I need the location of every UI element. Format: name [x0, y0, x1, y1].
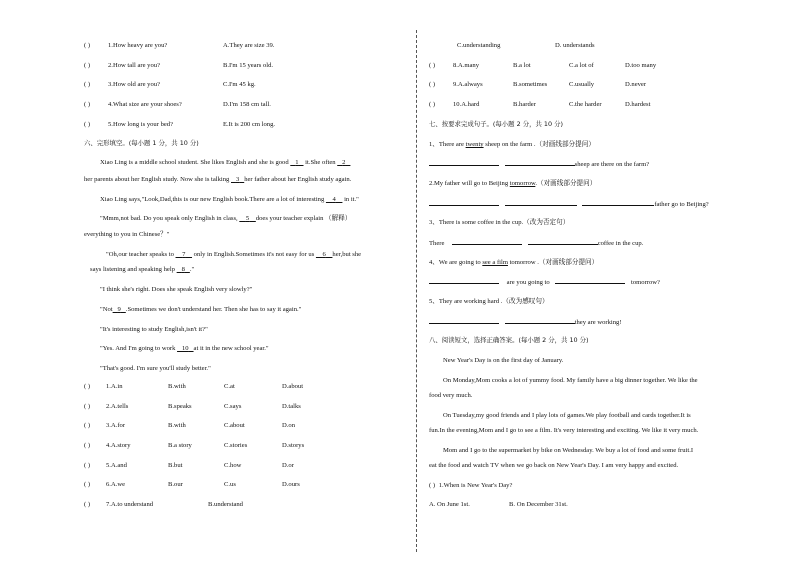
rewrite-q4: 4、We are going to see a film tomorrow .（对画线部分提问）: [429, 259, 599, 266]
option-a: 3.A.for: [106, 422, 126, 429]
cloze-line-1: Xiao Ling is a middle school student. She likes English and she is good 1 it.She often 2: [100, 158, 350, 167]
option-c: C.us: [224, 481, 236, 488]
answer-blank[interactable]: [429, 277, 499, 284]
option-c: C.how: [224, 462, 242, 469]
rewrite-q3: 3、There is some coffee in the cup.（改为否定句）: [429, 219, 570, 226]
cloze-line-2: her parents about her English study. Now she is talking 3 her father about her English study again.: [84, 176, 352, 183]
option-c: C.the harder: [569, 101, 602, 108]
answer-blank[interactable]: [505, 317, 575, 324]
answer-paren[interactable]: ( ): [84, 121, 91, 128]
option-a: 8.A.many: [453, 62, 480, 69]
cloze-line-10: "It's interesting to study English,isn't it?": [100, 326, 208, 333]
rewrite-a2: father go to Beijing?: [429, 199, 709, 209]
rewrite-q5: 5、They are working hard .（改为感叹句）: [429, 298, 549, 305]
cloze-line-8: "I think she's right. Does she speak English very slowly?": [100, 286, 253, 293]
option-c: C.a lot of: [569, 62, 594, 69]
matching-question: 4.What size are your shoes?: [108, 101, 182, 108]
answer-paren[interactable]: ( ): [429, 101, 436, 108]
rewrite-a4: are you going to tomorrow?: [429, 277, 660, 287]
answer-paren[interactable]: ( ): [84, 442, 91, 449]
section6-title: 六、完形填空。(每小题 1 分，共 10 分): [84, 139, 199, 147]
option-7c: C.understanding: [457, 42, 501, 49]
answer-blank[interactable]: [582, 199, 654, 206]
option-b: B.a story: [168, 442, 192, 449]
blank-1: 1: [295, 159, 299, 166]
reading-line-1: New Year's Day is on the first day of January.: [443, 357, 564, 364]
section8-title: 八、阅读短文，选择正确答案。(每小题 2 分，共 10 分): [429, 336, 589, 344]
answer-paren[interactable]: ( ): [84, 62, 91, 69]
matching-question: 1.How heavy are you?: [108, 42, 168, 49]
option-a: 5.A.and: [106, 462, 127, 469]
blank-5: 5: [245, 215, 250, 222]
blank-3: 3: [235, 176, 240, 183]
answer-paren[interactable]: ( ): [429, 81, 436, 88]
option-b: B.harder: [513, 101, 536, 108]
option-a: 2.A.tells: [106, 403, 129, 410]
rewrite-q1: 1、There are twenty sheep on the farm .（对画线部分提问）: [429, 141, 595, 148]
answer-blank[interactable]: [505, 199, 577, 206]
option-d: D.talks: [282, 403, 301, 410]
option-b: B.a lot: [513, 62, 531, 69]
answer-blank[interactable]: [429, 317, 499, 324]
option-d: D.hardest: [625, 101, 651, 108]
cloze-line-12: "That's good. I'm sure you'll study better.": [100, 365, 211, 372]
reading-question-1: ( ) 1.When is New Year's Day?: [429, 482, 513, 489]
cloze-line-4: "Mmm,not bad. Do you speak only English in class, 5 does your teacher explain （解释）: [100, 215, 352, 222]
option-a: 4.A.story: [106, 442, 131, 449]
option-c: C.about: [224, 422, 245, 429]
option-d: D.storys: [282, 442, 305, 449]
answer-paren[interactable]: ( ): [84, 462, 91, 469]
option-b: B.with: [168, 422, 186, 429]
matching-answer: C.I'm 45 kg.: [223, 81, 256, 88]
answer-paren[interactable]: ( ): [84, 403, 91, 410]
cloze-line-5: everything to you in Chinese？": [84, 231, 170, 238]
option-b: B.sometimes: [513, 81, 548, 88]
answer-paren[interactable]: ( ): [84, 81, 91, 88]
answer-paren[interactable]: ( ): [429, 482, 436, 489]
matching-answer: D.I'm 158 cm tall.: [223, 101, 271, 108]
cloze-line-3: Xiao Ling says,"Look,Dad,this is our new English book.There are a lot of interesting 4 in it.": [100, 196, 359, 203]
answer-blank[interactable]: [429, 159, 499, 166]
matching-question: 5.How long is your bed?: [108, 121, 174, 128]
option-d: D.too many: [625, 62, 657, 69]
option-b: B.our: [168, 481, 183, 488]
reading-option-a[interactable]: A. On June 1st.: [429, 501, 470, 508]
matching-answer: E.It is 200 cm long.: [223, 121, 276, 128]
option-7d: D. understands: [555, 42, 595, 49]
reading-option-b[interactable]: B. On December 31st.: [509, 501, 568, 508]
option-a: 6.A.we: [106, 481, 126, 488]
answer-paren[interactable]: ( ): [84, 422, 91, 429]
blank-10: 10: [182, 345, 189, 352]
matching-question: 3.How old are you?: [108, 81, 161, 88]
option-d: D.on: [282, 422, 296, 429]
column-divider: [416, 30, 417, 552]
answer-paren[interactable]: ( ): [84, 101, 91, 108]
option-c: C.stories: [224, 442, 248, 449]
option-d: D.or: [282, 462, 294, 469]
option-b: B.speaks: [168, 403, 192, 410]
option-a: 9.A.always: [453, 81, 483, 88]
option-b: B.understand: [208, 501, 243, 508]
blank-8: 8: [181, 266, 185, 273]
reading-line-4: On Tuesday,my good friends and I play lots of games.We play football and cards together.It is: [443, 412, 691, 419]
cloze-line-9: "Not 9 .Sometimes we don't understand her. Then she has to say it again.": [100, 306, 302, 313]
blank-6: 6: [322, 251, 326, 258]
rewrite-q2: 2.My father will go to Beijing tomorrow.（对画线部分提问）: [429, 180, 597, 187]
matching-answer: A.They are size 39.: [223, 42, 275, 49]
reading-line-3: food very much.: [429, 392, 473, 399]
answer-paren[interactable]: ( ): [84, 42, 91, 49]
cloze-line-7: says listening and speaking help 8 .": [90, 266, 195, 273]
rewrite-a1: sheep are there on the farm?: [429, 159, 649, 169]
blank-9: 9: [117, 306, 121, 313]
option-a: 1.A.in: [106, 383, 123, 390]
rewrite-a3: There coffee in the cup.: [429, 240, 644, 247]
answer-blank[interactable]: [555, 277, 625, 284]
option-a: 10.A.hard: [453, 101, 480, 108]
option-b: B.with: [168, 383, 186, 390]
blank-2: 2: [342, 159, 346, 166]
reading-line-2: On Monday,Mom cooks a lot of yummy food. My family have a big dinner together. We like the: [443, 377, 698, 384]
rewrite-a5: they are working!: [429, 317, 622, 327]
answer-blank[interactable]: [528, 238, 598, 245]
cloze-line-11: "Yes. And I'm going to work 10 at it in the new school year.": [100, 345, 269, 352]
answer-paren[interactable]: ( ): [84, 383, 91, 390]
reading-line-5: fun.In the evening,Mom and I go to see a film. It's very interesting and exciting. We like it very much.: [429, 427, 699, 434]
blank-7: 7: [182, 251, 186, 258]
reading-line-6: Mom and I go to the supermarket by bike on Wednesday. We buy a lot of food and some fruit.I: [443, 447, 694, 454]
option-c: C.says: [224, 403, 242, 410]
section7-title: 七、按要求完成句子。(每小题 2 分，共 10 分): [429, 120, 563, 128]
option-c: C.at: [224, 383, 235, 390]
answer-paren[interactable]: ( ): [429, 62, 436, 69]
answer-blank[interactable]: [452, 238, 522, 245]
answer-paren[interactable]: ( ): [84, 501, 91, 508]
blank-4: 4: [332, 196, 336, 203]
option-d: D.about: [282, 383, 304, 390]
option-d: D.ours: [282, 481, 300, 488]
answer-paren[interactable]: ( ): [84, 481, 91, 488]
option-c: C.usually: [569, 81, 595, 88]
cloze-line-6: "Oh,our teacher speaks to 7 only in English.Sometimes it's not easy for us 6 her,but she: [106, 251, 362, 258]
option-b: B.but: [168, 462, 183, 469]
matching-question: 2.How tall are you?: [108, 62, 160, 69]
option-a: 7.A.to understand: [106, 501, 154, 508]
reading-line-7: eat the food and watch TV when we go back on New Year's Day. I am very happy and excited.: [429, 462, 679, 469]
matching-answer: B.I'm 15 years old.: [223, 62, 274, 69]
answer-blank[interactable]: [505, 159, 575, 166]
answer-blank[interactable]: [429, 199, 499, 206]
option-d: D.never: [625, 81, 647, 88]
